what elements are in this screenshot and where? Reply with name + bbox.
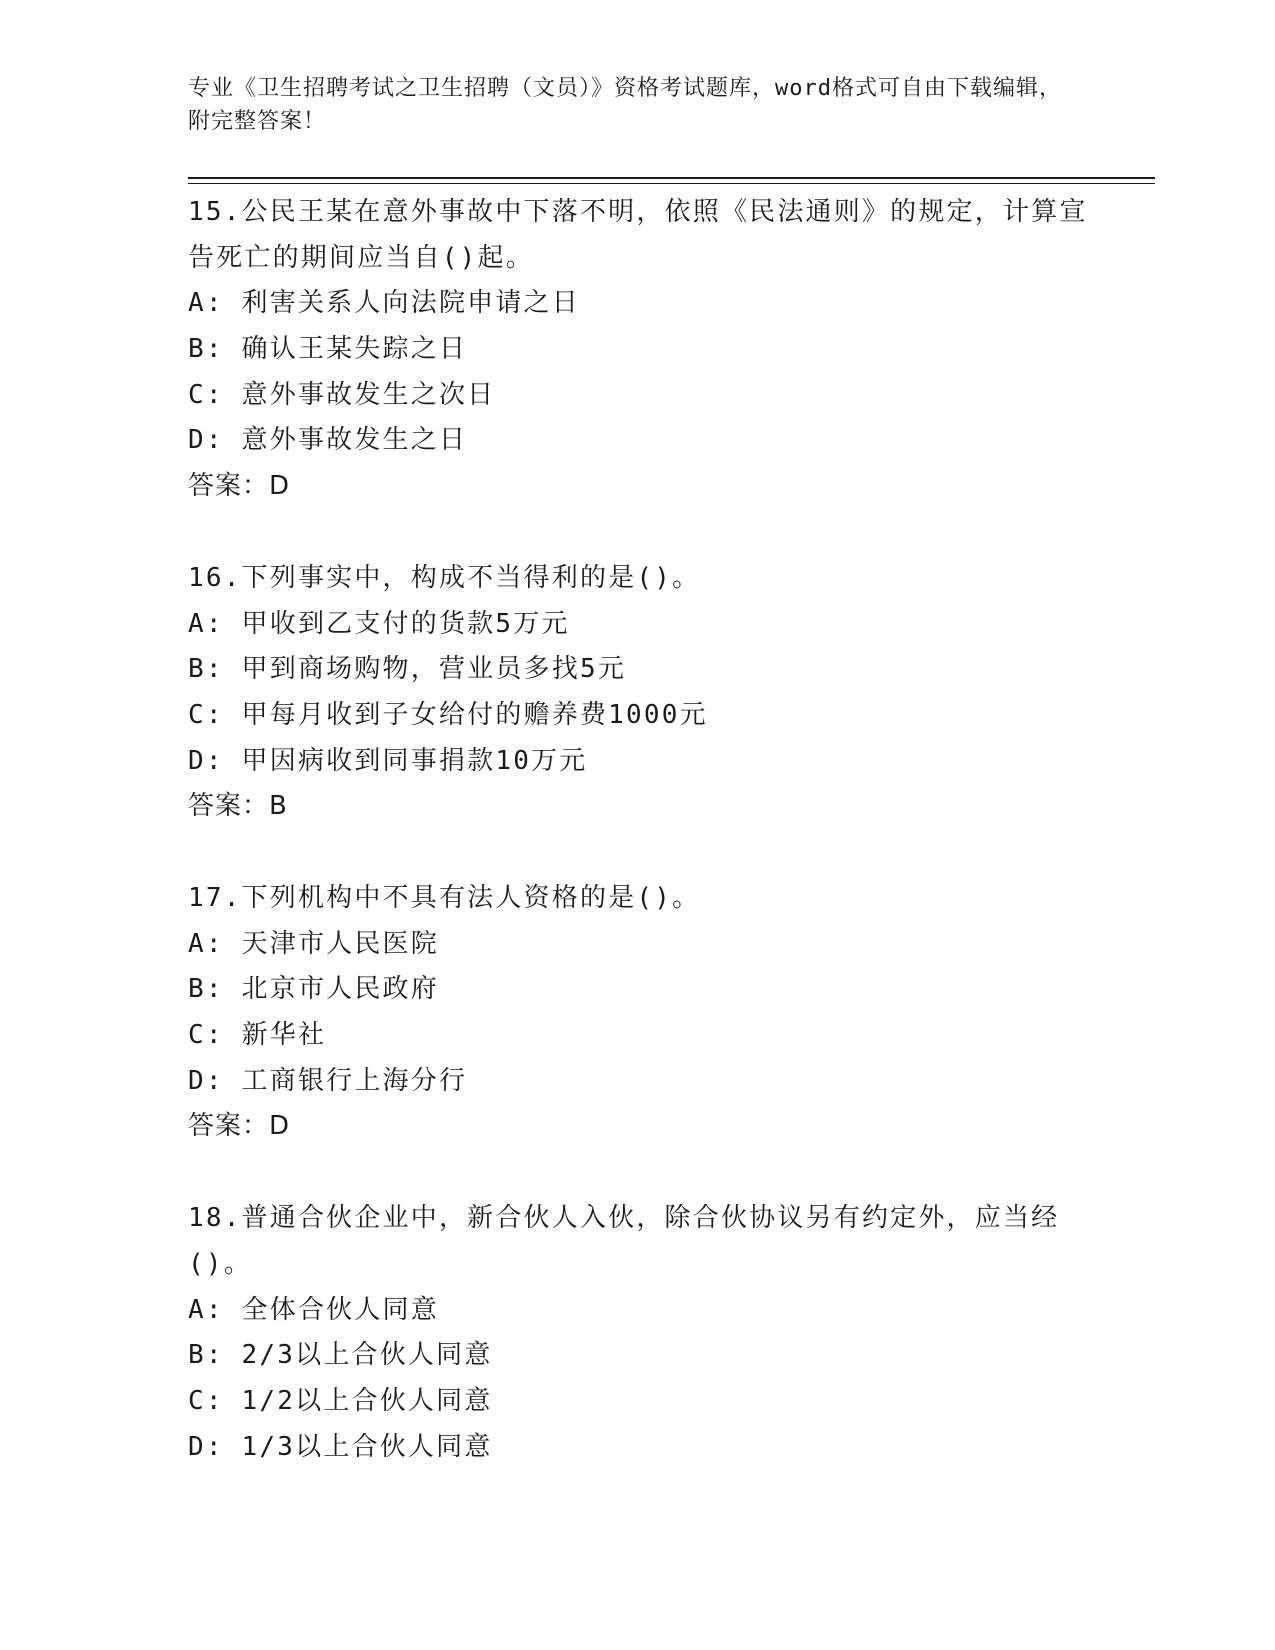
- option-b: B: 2/3以上合伙人同意: [188, 1340, 493, 1371]
- option-b: B: 北京市人民政府: [188, 974, 439, 1005]
- spacer: [188, 830, 1088, 876]
- option-a: A: 全体合伙人同意: [188, 1294, 439, 1325]
- question-16: [188, 556, 1088, 830]
- question-stem: 18.普通合伙企业中，新合伙人入伙，除合伙协议另有约定外，应当经()。: [188, 1203, 1060, 1279]
- option-c: C: 新华社: [188, 1020, 327, 1051]
- header-rule-thin: [188, 183, 1155, 184]
- option-d: D: 工商银行上海分行: [188, 1065, 468, 1096]
- question-stem: 15.公民王某在意外事故中下落不明，依照《民法通则》的规定，计算宣告死亡的期间应当自()起。: [188, 197, 1088, 273]
- option-d: D: 意外事故发生之日: [188, 425, 468, 456]
- spacer: [188, 510, 1088, 556]
- question-stem: 17.下列机构中不具有法人资格的是()。: [188, 882, 701, 913]
- question-17: [188, 876, 1088, 1150]
- question-stem: 16.下列事实中，构成不当得利的是()。: [188, 562, 701, 593]
- question-18: [188, 1196, 1088, 1470]
- option-a: A: 利害关系人向法院申请之日: [188, 288, 580, 319]
- question-15: [188, 190, 1088, 510]
- option-b: B: 甲到商场购物，营业员多找5元: [188, 654, 627, 685]
- document-header: 专业《卫生招聘考试之卫生招聘（文员）》资格考试题库，word格式可自由下载编辑，附完整答案！: [188, 76, 1062, 134]
- answer-line: 答案：B: [188, 791, 288, 822]
- spacer: [188, 1150, 1088, 1196]
- answer-line: 答案：D: [188, 1111, 291, 1142]
- option-c: C: 意外事故发生之次日: [188, 379, 496, 410]
- option-d: D: 甲因病收到同事捐款10万元: [188, 745, 588, 776]
- option-d: D: 1/3以上合伙人同意: [188, 1431, 493, 1462]
- option-c: C: 1/2以上合伙人同意: [188, 1385, 493, 1416]
- header-rule-thick: [188, 177, 1155, 179]
- option-a: A: 甲收到乙支付的货款5万元: [188, 608, 570, 639]
- option-b: B: 确认王某失踪之日: [188, 334, 468, 365]
- option-c: C: 甲每月收到子女给付的赡养费1000元: [188, 699, 708, 730]
- option-a: A: 天津市人民医院: [188, 928, 439, 959]
- answer-line: 答案：D: [188, 471, 291, 502]
- question-list: [188, 190, 1088, 1470]
